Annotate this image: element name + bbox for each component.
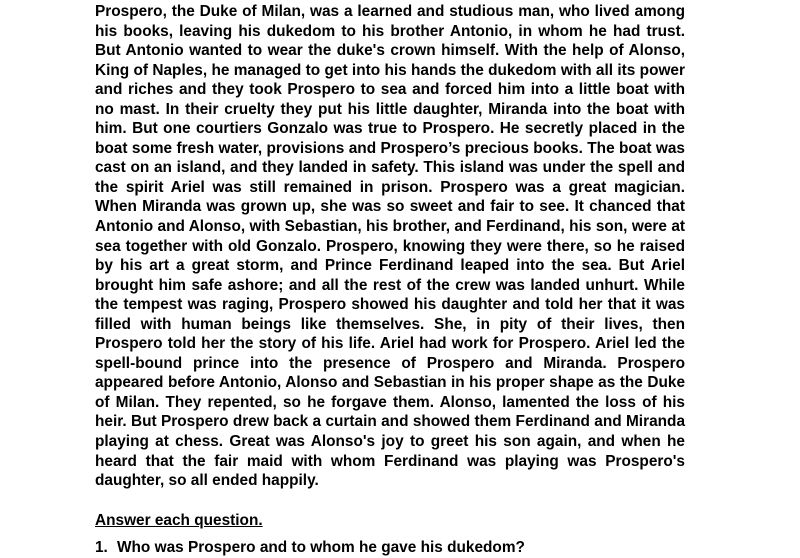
question-text: Who was Prospero and to whom he gave his dukedom? [117,539,525,557]
instruction-heading: Answer each question. [95,511,263,529]
question-number: 1. [95,539,108,557]
question-item [95,538,685,558]
worksheet-page [95,2,685,558]
story-paragraph: Prospero, the Duke of Milan, was a learned and studious man, who lived among his books, leaving his dukedom to his brother Antonio, in whom he had trust. But Antonio wanted to wear the duke's crown himself. With the help of Alonso, King of Naples, he managed to get into his hands the dukedom with all its power and riches and they took Prospero to sea and forced him into a little boat with no mast. In their cruelty they put his little daughter, Miranda into the boat with him. But one courtiers Gonzalo was true to Prospero. He secretly placed in the boat some fresh water, provisions and Prospero’s precious books. The boat was cast on an island, and they landed in safety. This island was under the spell and the spirit Ariel was still remained in prison. Prospero was a great magician. When Miranda was grown up, she was so sweet and fair to see. It chanced that Antonio and Alonso, with Sebastian, his brother, and Ferdinand, his son, were at sea together with old Gonzalo. Prospero, knowing they were there, so he raised by his art a great storm, and Prince Ferdinand leaped into the sea. But Ariel brought him safe ashore; and all the rest of the crew was landed unhurt. While the tempest was raging, Prospero showed his daughter and told her that it was filled with human beings like themselves. She, in pity of their lives, then Prospero told her the story of his life. Ariel had work for Prospero. Ariel led the spell-bound prince into the presence of Prospero and Miranda. Prospero appeared before Antonio, Alonso and Sebastian in his proper shape as the Duke of Milan. They repented, so he forgave them. Alonso, lamented the loss of his heir. But Prospero drew back a curtain and showed them Ferdinand and Miranda playing at chess. Great was Alonso's joy to greet his son again, and when he heard that the fair maid with whom Ferdinand was playing was Prospero's daughter, so all ended happily. [95,3,685,490]
